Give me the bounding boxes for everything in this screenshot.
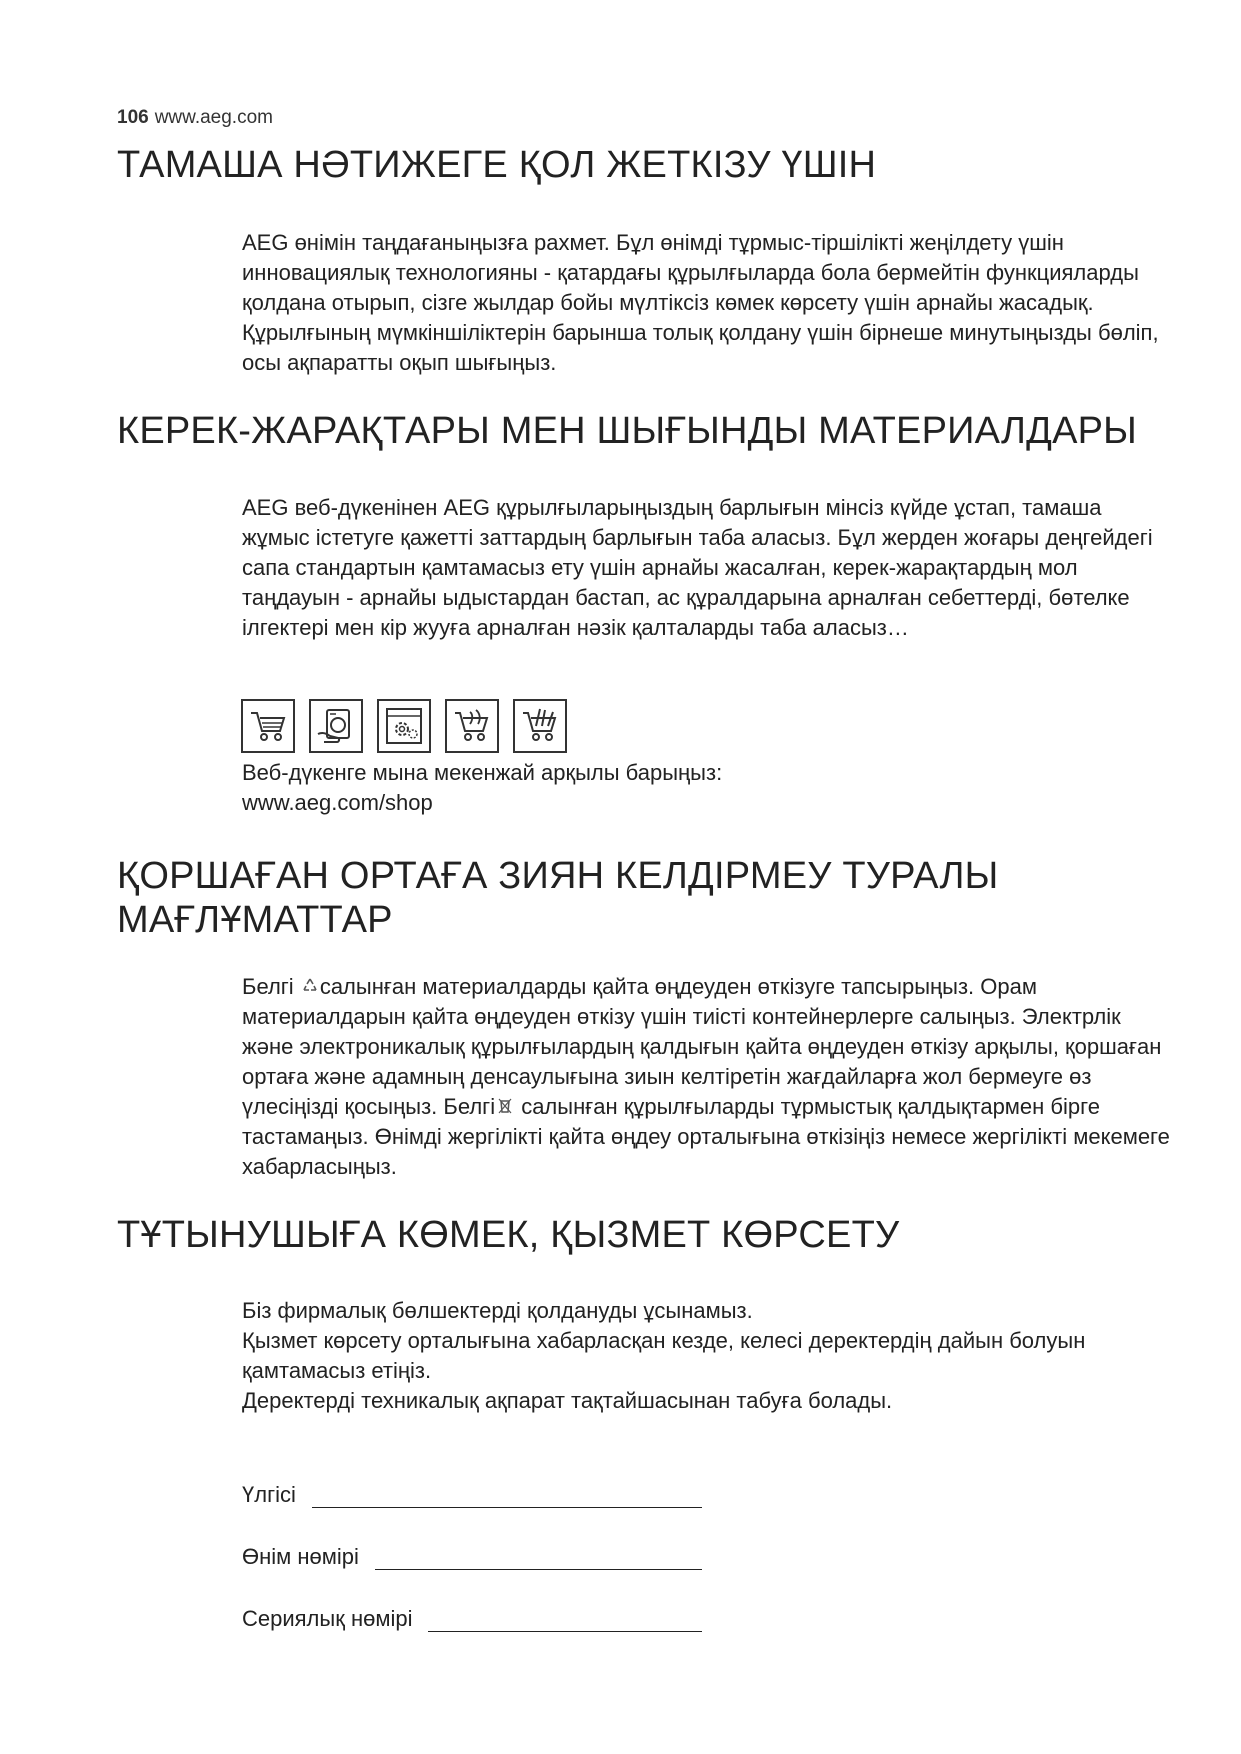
- model-row: [242, 1478, 702, 1508]
- environment-text-part3: салынған құрылғыларды тұрмыстық қалдықтармен бірге тастамаңыз. Өнімді жергілікті қайта өңдеу орталығына өткізіңіз немесе жергілікті мекемеге хабарласыңыз.: [242, 1094, 1170, 1179]
- crossed-bin-icon: [495, 1096, 515, 1116]
- support-line3: Деректерді техникалық ақпарат тақтайшасынан табуға болады.: [242, 1388, 893, 1413]
- environment-text-part2: салынған материалдарды қайта өңдеуден өткізуге тапсырыңыз. Орам материалдарын қайта өңдеуден өткізу үшін тиісті контейнерлерге салыңыз. Электрлік және электроникалық құрылғылардың қалдығын қайта өңдеуден өткізу арқылы, қоршаған ортаға және адамның денсаулығына зиын келтіретін жағдайларға жол бермеуге өз үлесіңізді қосыңыз. Белгі: [242, 974, 1162, 1119]
- product-number-field[interactable]: [375, 1547, 702, 1570]
- section-title-support: ТҰТЫНУШЫҒА КӨМЕК, ҚЫЗМЕТ КӨРСЕТУ: [117, 1214, 900, 1256]
- model-field[interactable]: [312, 1485, 702, 1508]
- environment-title-line2: МАҒЛҰМАТТАР: [117, 899, 393, 941]
- environment-text: [242, 972, 1172, 1182]
- product-number-label: Өнім нөмірі: [242, 1544, 359, 1569]
- shop-link[interactable]: www.aeg.com/shop: [242, 790, 433, 815]
- environment-text-part1: Белгі: [242, 974, 300, 999]
- washing-machine-hand-icon: [309, 699, 363, 753]
- cart-tools-icon: [513, 699, 567, 753]
- page-number: 106: [117, 107, 149, 128]
- serial-number-row: [242, 1602, 702, 1632]
- environment-title-line1: ҚОРШАҒАН ОРТАҒА ЗИЯН КЕЛДІРМЕУ ТУРАЛЫ: [117, 855, 999, 897]
- shop-icons: [241, 699, 567, 753]
- cart-items-icon: [445, 699, 499, 753]
- support-line2: Қызмет көрсету орталығына хабарласқан кезде, келесі деректердің дайын болуын қамтамасыз етіңіз.: [242, 1328, 1086, 1383]
- results-text: AEG өнімін таңдағаныңызға рахмет. Бұл өнімді тұрмыс-тіршілікті жеңілдету үшін инновациялық технологияны - қатардағы құрылғыларда бола бермейтін функцияларды қолдана отырып, сізге жылдар бойы мүлтіксіз көмек көрсету үшін арнайы жасадық. Құрылғының мүмкіншіліктерін барынша толық қолдану үшін бірнеше минутыңызды бөліп, осы ақпаратты оқып шығыңыз.: [242, 230, 1159, 375]
- section-title-results: ТАМАША НӘТИЖЕГЕ ҚОЛ ЖЕТКІЗУ ҮШІН: [117, 144, 877, 186]
- serial-number-label: Сериялық нөмірі: [242, 1606, 413, 1631]
- shop-info-text: Веб-дүкенге мына мекенжай арқылы барыңыз:: [242, 760, 723, 785]
- section-environment-paragraph: [242, 972, 1172, 1182]
- serial-number-field[interactable]: [428, 1609, 702, 1632]
- page-header: [117, 107, 273, 129]
- product-number-row: [242, 1540, 702, 1570]
- section-accessories-paragraph: [242, 493, 1172, 643]
- section-support-paragraph: [242, 1296, 1172, 1416]
- model-label: Үлгісі: [242, 1482, 296, 1507]
- product-info-form: [242, 1478, 702, 1664]
- shopping-cart-icon: [241, 699, 295, 753]
- section-title-accessories: КЕРЕК-ЖАРАҚТАРЫ МЕН ШЫҒЫНДЫ МАТЕРИАЛДАРЫ: [117, 410, 1138, 452]
- shop-info: [242, 758, 1172, 818]
- support-line1: Біз фирмалық бөлшектерді қолдануды ұсынамыз.: [242, 1298, 753, 1323]
- appliance-gears-icon: [377, 699, 431, 753]
- header-url[interactable]: www.aeg.com: [154, 107, 273, 128]
- section-results-paragraph: [242, 228, 1172, 378]
- recycle-icon: [300, 976, 320, 996]
- accessories-text: AEG веб-дүкенінен AEG құрылғыларыңыздың барлығын мінсіз күйде ұстап, тамаша жұмыс істетуге қажетті заттардың барлығын таба аласыз. Бұл жерден жоғары деңгейдегі сапа стандартын қамтамасыз ету үшін арнайы жасалған, керек-жарақтардың мол таңдауын - арнайы ыдыстардан бастап, ас құралдарына арналған себеттерді, бөтелке ілгектері мен кір жууға арналған нәзік қалталарды таба аласыз…: [242, 495, 1153, 640]
- section-title-environment: [117, 854, 998, 942]
